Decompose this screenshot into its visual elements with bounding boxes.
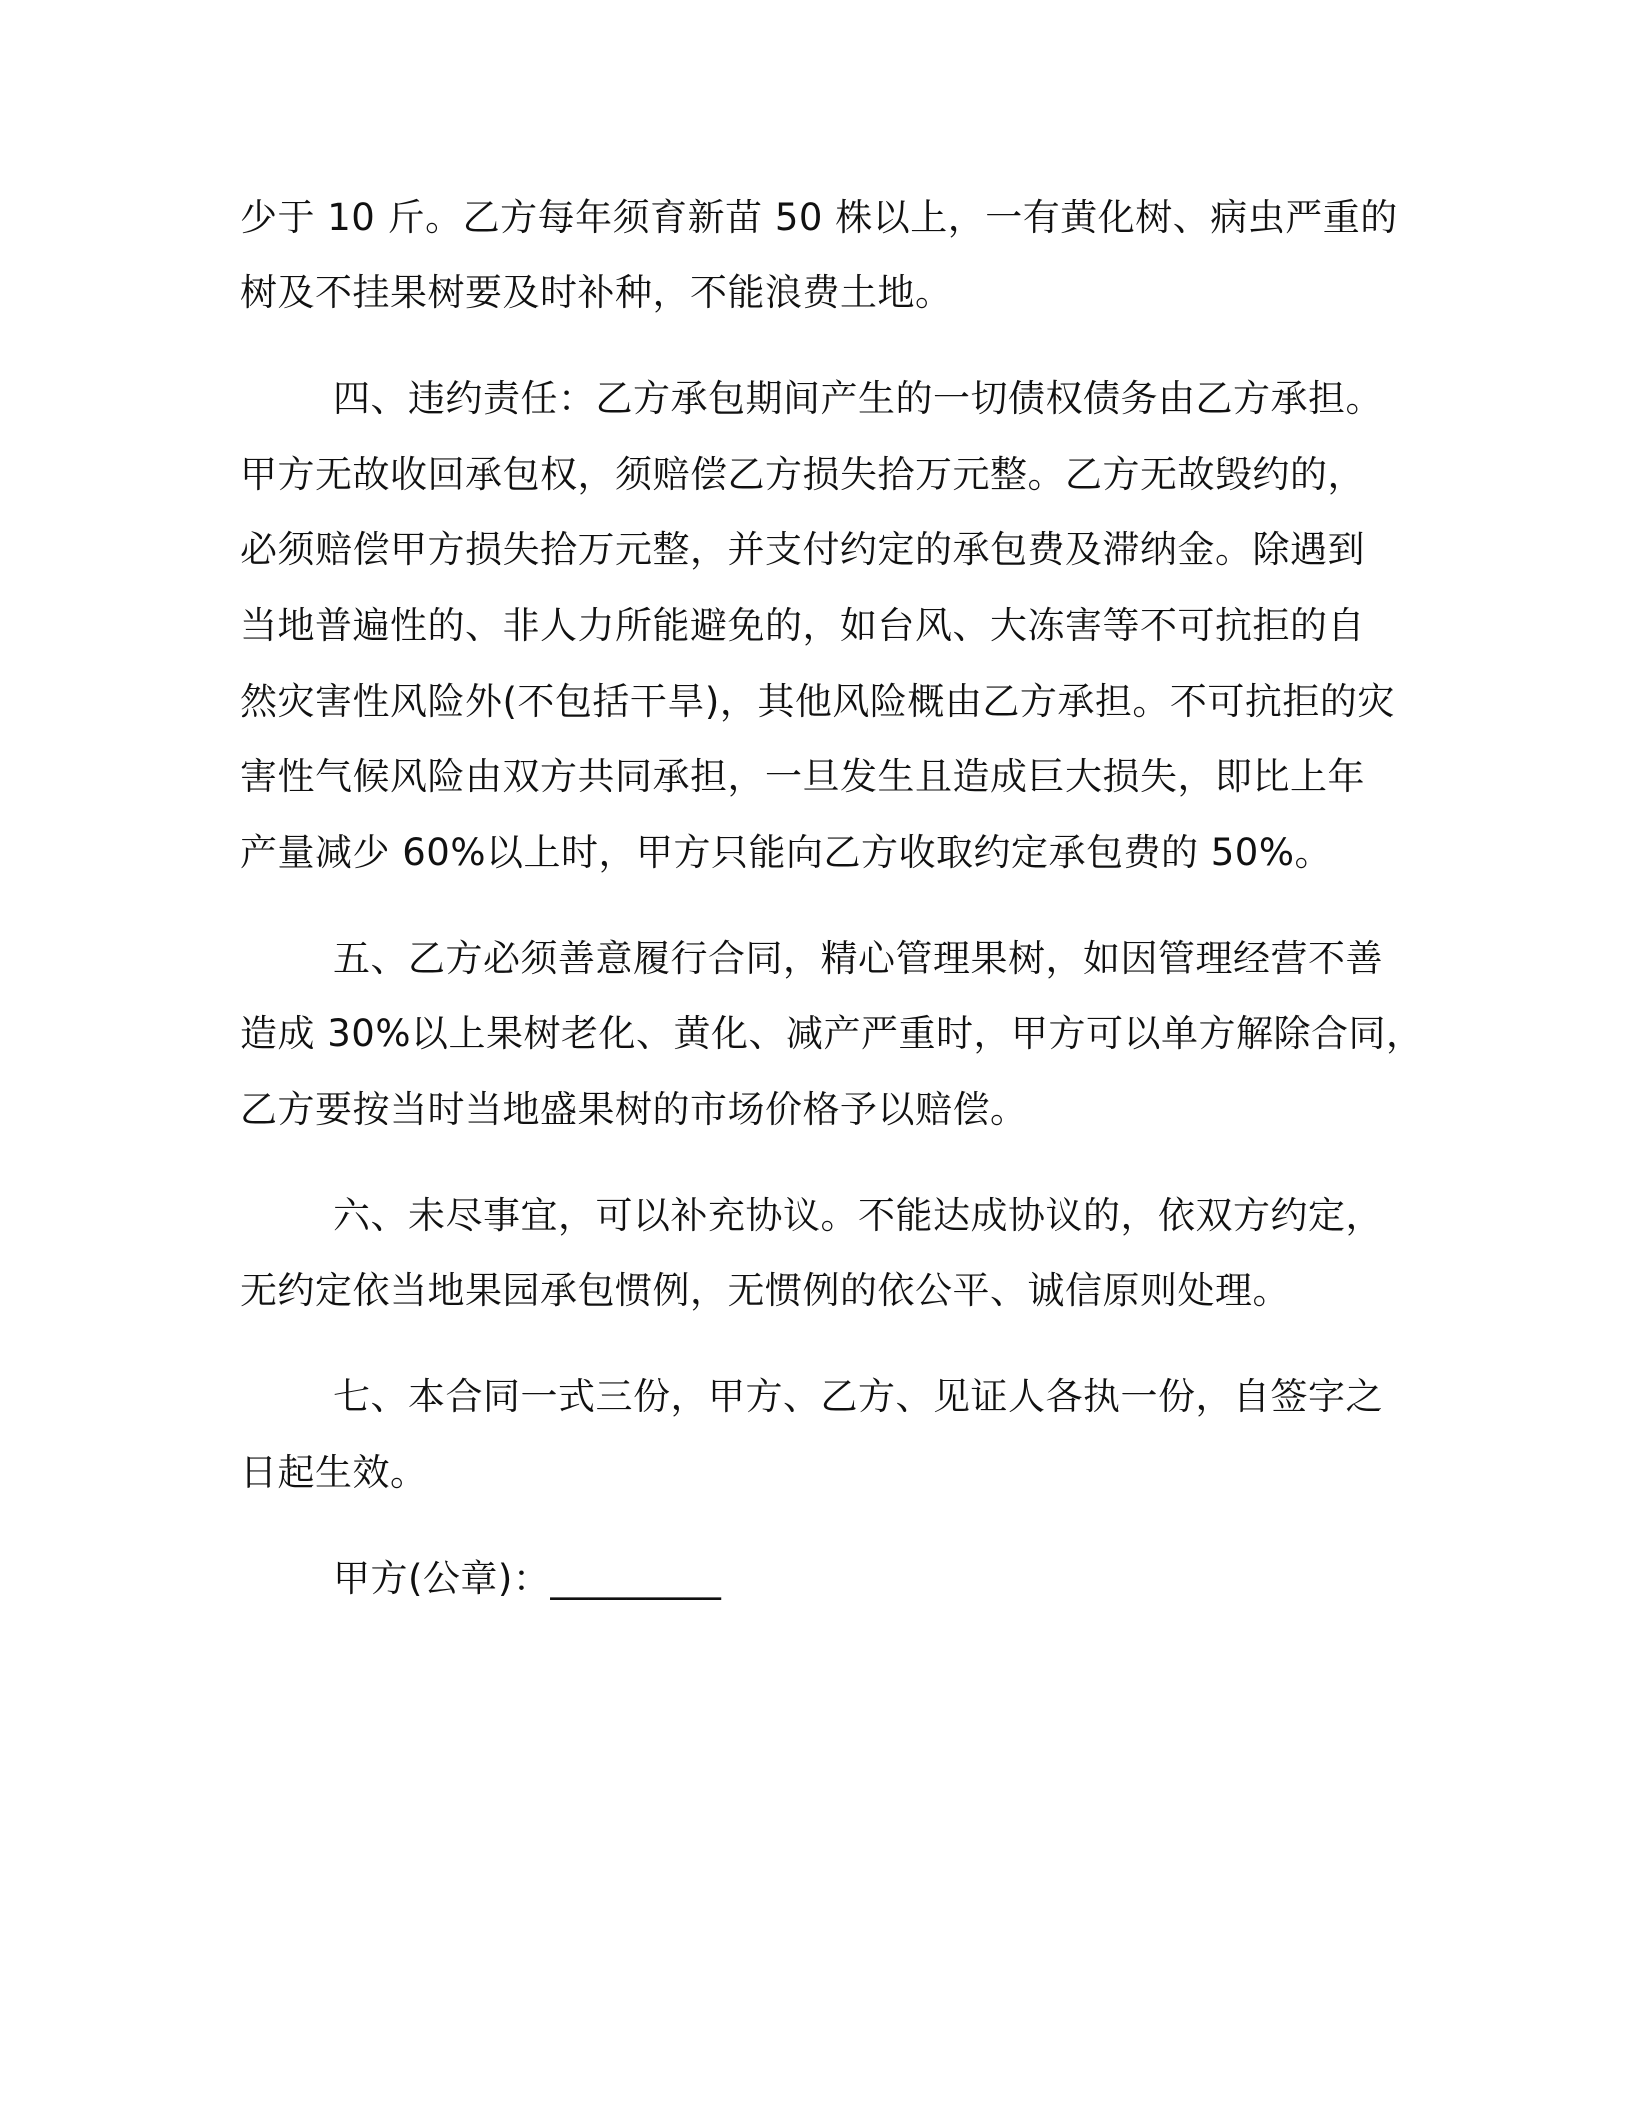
text-line: 树及不挂果树要及时补种，不能浪费土地。 (240, 271, 953, 314)
text-line: 乙方要按当时当地盛果树的市场价格予以赔偿。 (240, 1088, 1028, 1131)
text-line: 造成 30%以上果树老化、黄化、减产严重时，甲方可以单方解除合同， (240, 1012, 1424, 1055)
text-line: 然灾害性风险外(不包括干旱)，其他风险概由乙方承担。不可抗拒的灾 (240, 680, 1395, 723)
text-line: 少于 10 斤。乙方每年须育新苗 50 株以上，一有黄化树、病虫严重的 (240, 196, 1398, 239)
party-a-signature-line: 甲方(公章)：_________ (333, 1557, 722, 1600)
text-line: 日起生效。 (240, 1451, 428, 1494)
clause-six-heading-line: 六、未尽事宜，可以补充协议。不能达成协议的，依双方约定， (333, 1194, 1383, 1237)
text-line: 害性气候风险由双方共同承担，一旦发生且造成巨大损失，即比上年 (240, 755, 1365, 798)
clause-seven-heading-line: 七、本合同一式三份，甲方、乙方、见证人各执一份，自签字之 (333, 1375, 1383, 1418)
clause-five-heading-line: 五、乙方必须善意履行合同，精心管理果树，如因管理经营不善 (333, 937, 1383, 980)
text-line: 甲方无故收回承包权，须赔偿乙方损失拾万元整。乙方无故毁约的， (240, 453, 1365, 496)
text-line: 无约定依当地果园承包惯例，无惯例的依公平、诚信原则处理。 (240, 1269, 1290, 1312)
text-line: 当地普遍性的、非人力所能避免的，如台风、大冻害等不可抗拒的自 (240, 604, 1365, 647)
text-line: 产量减少 60%以上时，甲方只能向乙方收取约定承包费的 50%。 (240, 831, 1332, 874)
text-line: 必须赔偿甲方损失拾万元整，并支付约定的承包费及滞纳金。除遇到 (240, 528, 1365, 571)
clause-four-heading-line: 四、违约责任：乙方承包期间产生的一切债权债务由乙方承担。 (333, 377, 1383, 420)
